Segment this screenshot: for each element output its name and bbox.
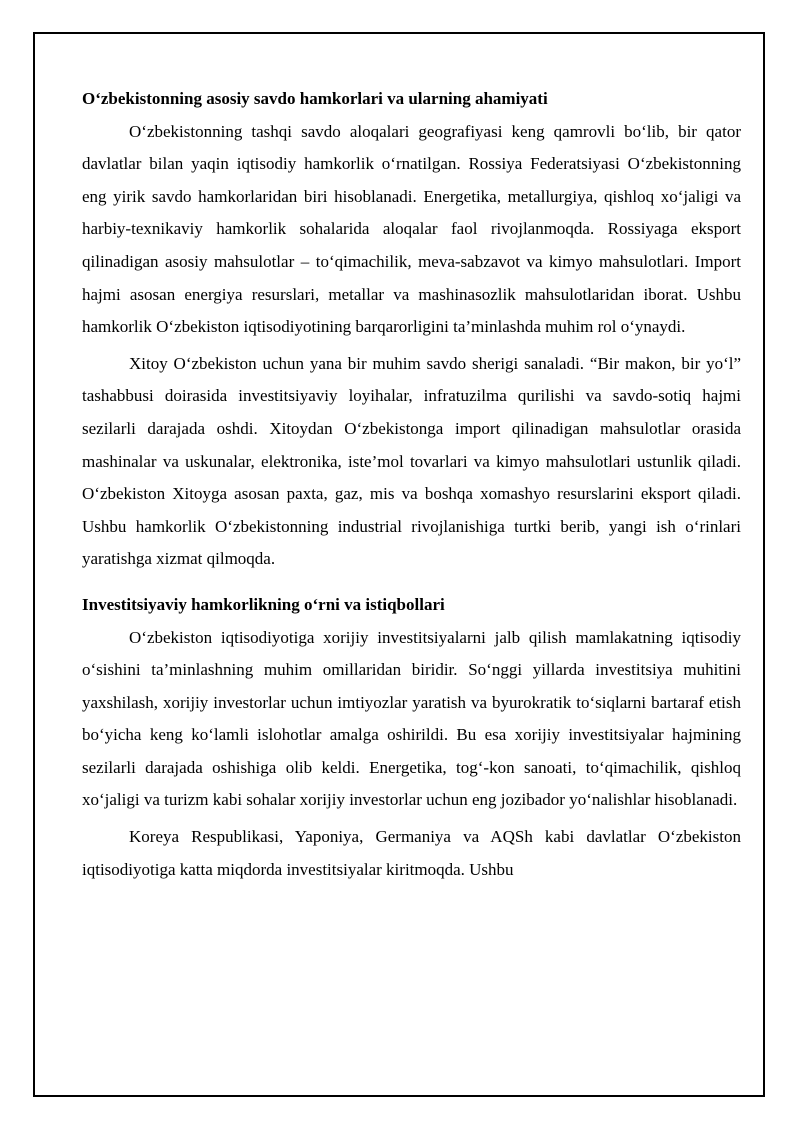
section-heading-trade-partners: O‘zbekistonning asosiy savdo hamkorlari va ularning ahamiyati bbox=[82, 89, 548, 108]
paragraph-investor-countries: Koreya Respublikasi, Yaponiya, Germaniya va AQSh kabi davlatlar O‘zbekiston iqtisodiyotiga katta miqdorda investitsiyalar kiritmoqda. Ushbu bbox=[82, 827, 741, 879]
paragraph-investment-climate: O‘zbekiston iqtisodiyotiga xorijiy investitsiyalarni jalb qilish mamlakatning iqtisodiy o‘sishini ta’minlashning muhim omillaridan biridir. So‘nggi yillarda investitsiya muhitini yaxshilash, xorijiy investorlar uchun imtiyozlar yaratish va byurokratik to‘siqlarni bartaraf etish bo‘yicha keng ko‘lamli islohotlar amalga oshirildi. Bu esa xorijiy investitsiyalar hajmining sezilarli darajada oshishiga olib keldi. Energetika, tog‘-kon sanoati, to‘qimachilik, qishloq xo‘jaligi va turizm kabi sohalar xorijiy investorlar uchun eng jozibador yo‘nalishlar hisoblanadi. bbox=[82, 627, 741, 810]
paragraph-russia: O‘zbekistonning tashqi savdo aloqalari geografiyasi keng qamrovli bo‘lib, bir qator davlatlar bilan yaqin iqtisodiy hamkorlik o‘rnatilgan. Rossiya Federatsiyasi O‘zbekistonning eng yirik savdo hamkorlaridan biri hisoblanadi. Energetika, metallurgiya, qishloq xo‘jaligi va harbiy-texnikaviy hamkorlik sohalarida aloqalar faol rivojlanmoqda. Rossiyaga eksport qilinadigan asosiy mahsulotlar – to‘qimachilik, meva-sabzavot va kimyo mahsulotlari. Import hajmi asosan energiya resurslari, metallar va mashinasozlik mahsulotlaridan iborat. Ushbu hamkorlik O‘zbekiston iqtisodiyotining barqarorligini ta’minlashda muhim rol o‘ynaydi. bbox=[82, 121, 741, 337]
document-body bbox=[82, 83, 741, 886]
section-heading-investment: Investitsiyaviy hamkorlikning o‘rni va istiqbollari bbox=[82, 594, 445, 614]
paragraph-china: Xitoy O‘zbekiston uchun yana bir muhim savdo sherigi sanaladi. “Bir makon, bir yo‘l” tashabbusi doirasida investitsiyaviy loyihalar, infratuzilma qurilishi va savdo-sotiq hajmi sezilarli darajada oshdi. Xitoydan O‘zbekistonga import qilinadigan mahsulotlar orasida mashinalar va uskunalar, elektronika, iste’mol tovarlari va kimyo mahsulotlari ustunlik qiladi. O‘zbekiston Xitoyga asosan paxta, gaz, mis va boshqa xomashyo resurslarini eksport qiladi. Ushbu hamkorlik O‘zbekistonning industrial rivojlanishiga turtki berib, yangi ish o‘rinlari yaratishga xizmat qilmoqda. bbox=[82, 353, 741, 569]
